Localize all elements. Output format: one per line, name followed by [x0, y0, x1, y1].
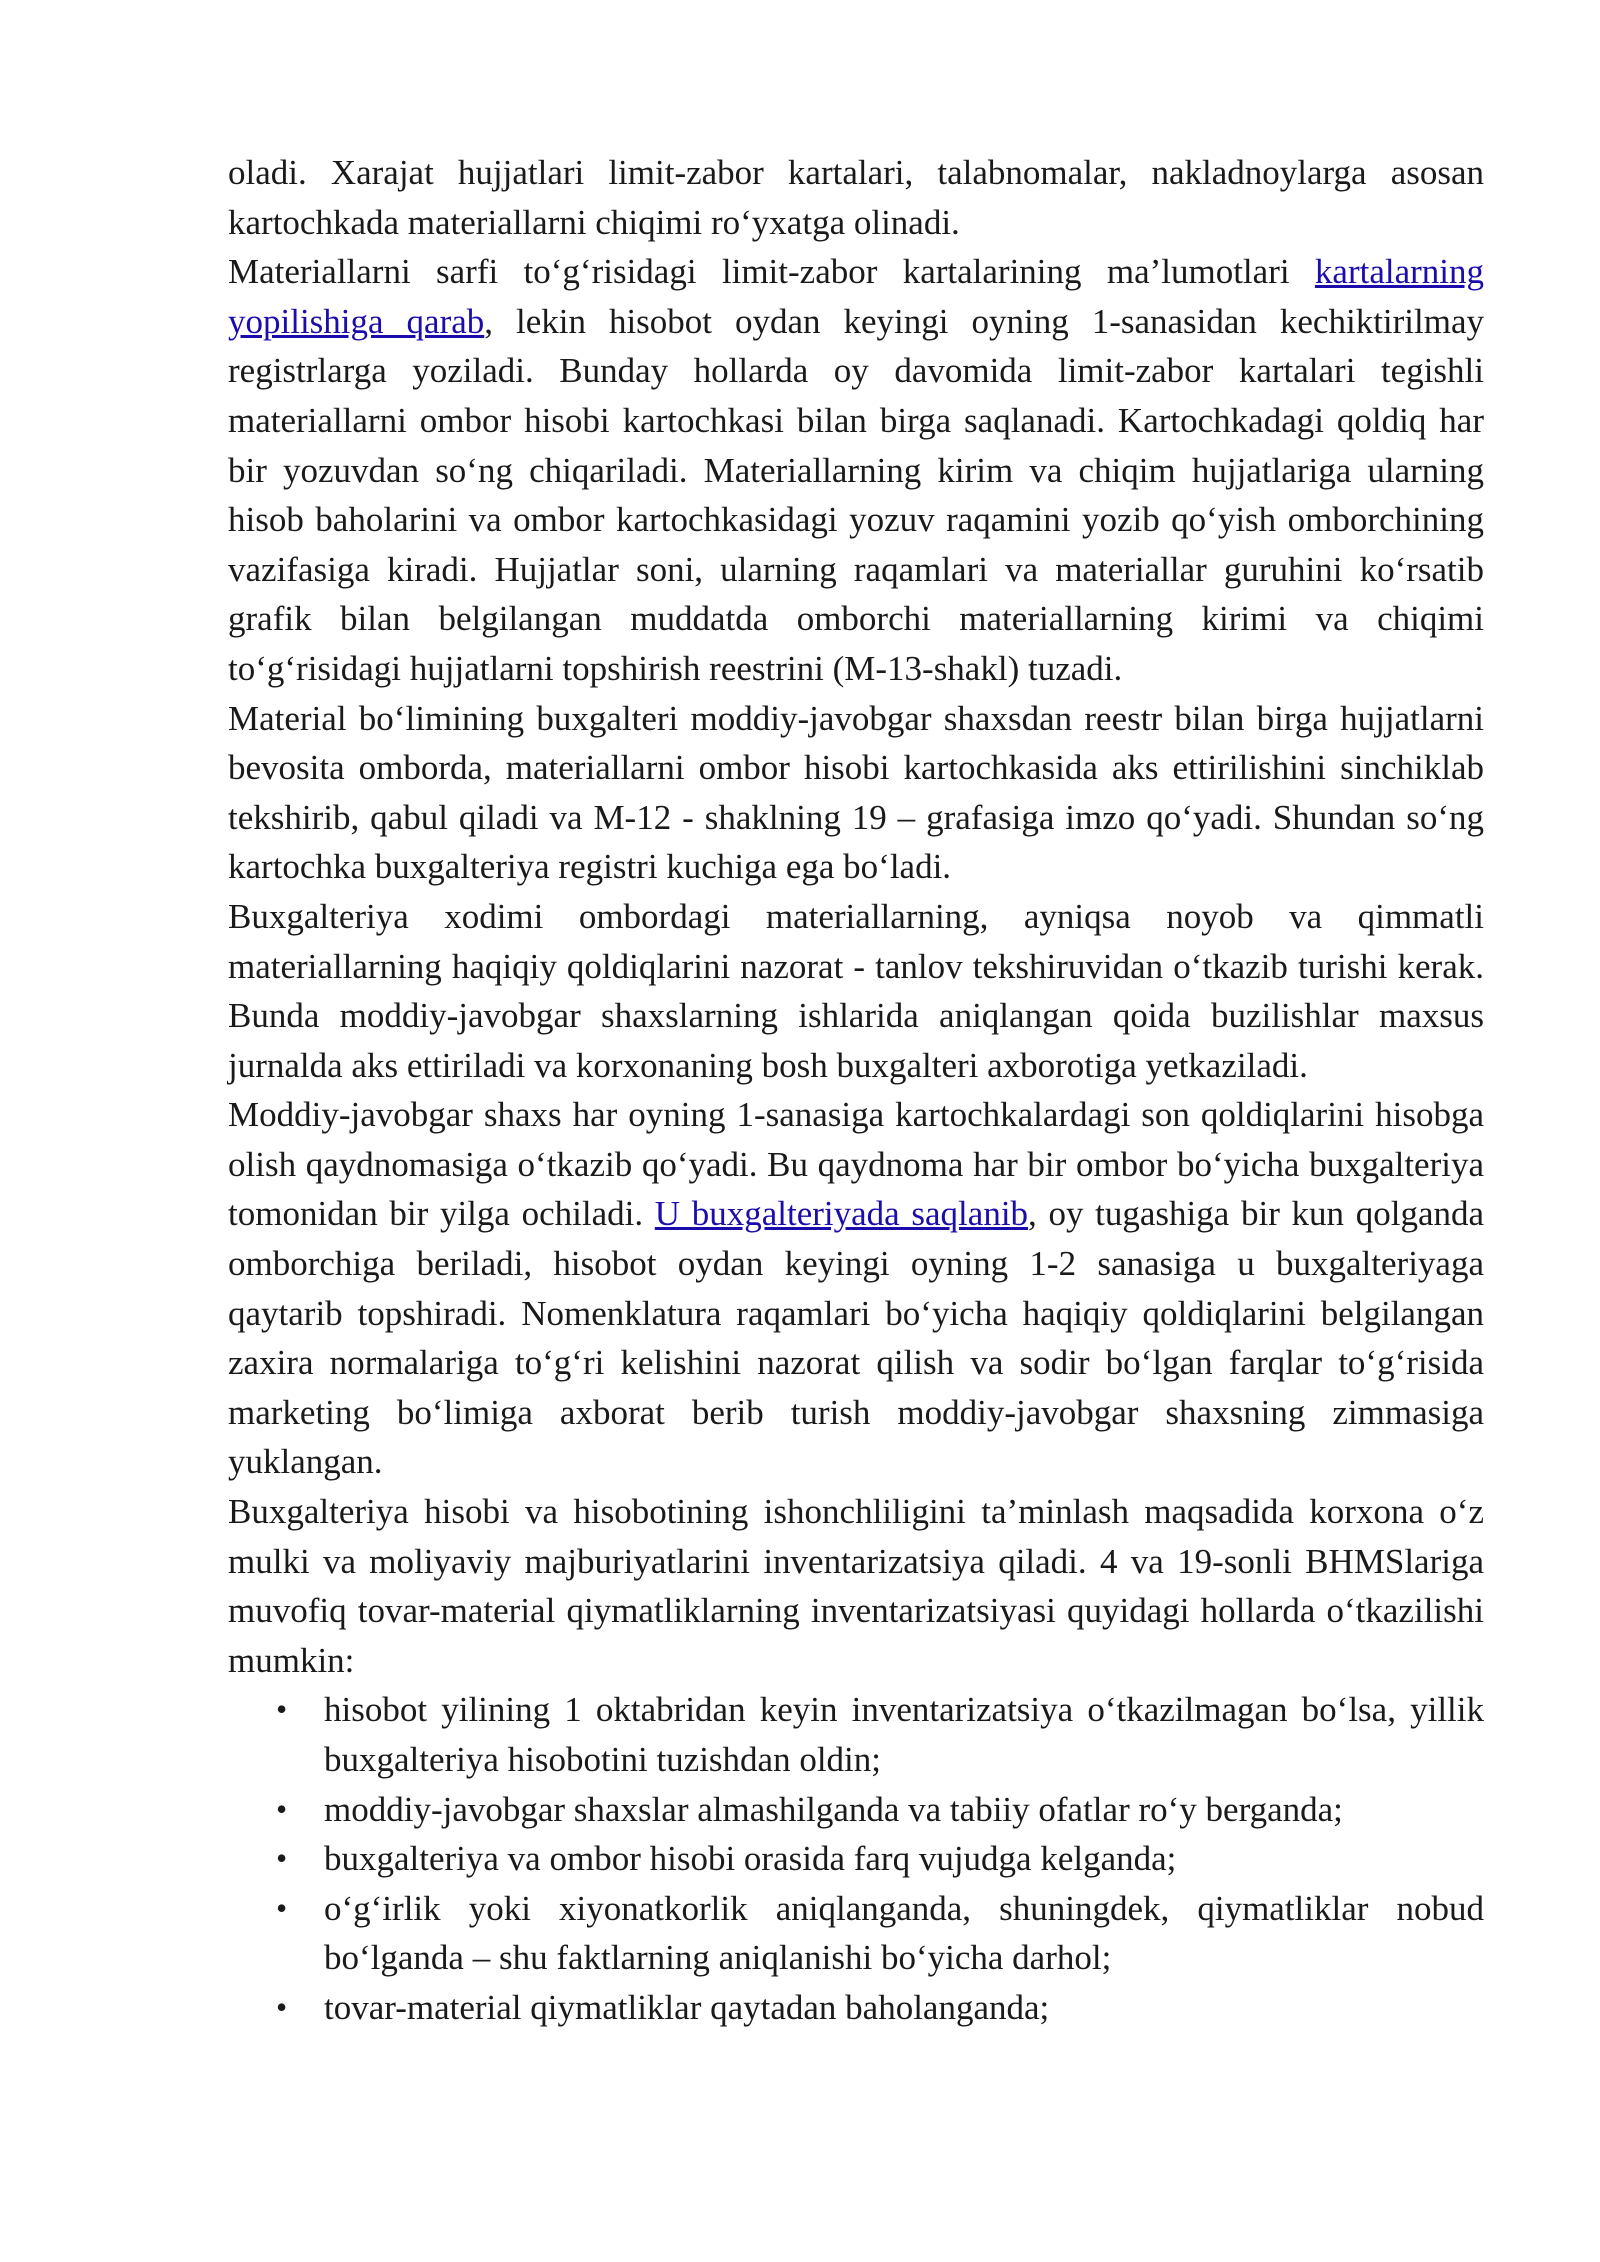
list-item-text: o‘g‘irlik yoki xiyonatkorlik aniqlanganda, shuningdek, qiymatliklar nobud bo‘lganda – shu faktlarning aniqlanishi bo‘yicha darhol; [324, 1888, 1484, 1978]
document-page [228, 148, 1484, 2033]
bullet-icon: • [276, 1790, 288, 1827]
link-u-buxgalteriyada-saqlanib[interactable]: U buxgalteriyada saqlanib [654, 1194, 1029, 1234]
paragraph: oladi. Xarajat hujjatlari limit-zabor kartalari, talabnomalar, nakladnoylarga asosan kartochkada materiallarni chiqimi ro‘yxatga olinadi. [228, 153, 1484, 242]
paragraph [228, 247, 1484, 693]
list-item-text: moddiy-javobgar shaxslar almashilganda va tabiiy ofatlar ro‘y berganda; [324, 1789, 1343, 1829]
list-item-text: tovar-material qiymatliklar qaytadan baholanganda; [324, 1987, 1050, 2027]
list-item [228, 1834, 1484, 1884]
paragraph [228, 1090, 1484, 1487]
bullet-icon: • [276, 1889, 288, 1926]
paragraph: Buxgalteriya xodimi ombordagi materiallarning, ayniqsa noyob va qimmatli materiallarning haqiqiy qoldiqlarini nazorat - tanlov tekshiruvidan o‘tkazib turishi kerak. Bunda moddiy-javobgar shaxslarning ishlarida aniqlangan qoida buzilishlar maxsus jurnalda aks ettiriladi va korxonaning bosh buxgalteri axborotiga yetkaziladi. [228, 896, 1484, 1085]
list-item [228, 1884, 1484, 1983]
paragraph-text: Moddiy-javobgar shaxs har oyning 1-sanasiga kartochkalardagi son qoldiqlarini hisobga olish qaydnomasiga o‘tkazib qo‘yadi. Bu qaydnoma har bir ombor bo‘yicha buxgalteriya tomonidan bir yilga ochiladi. [228, 1095, 1484, 1234]
paragraph-text: Materiallarni sarfi to‘g‘risidagi limit-zabor kartalarining ma’lumotlari [228, 252, 1315, 292]
bullet-icon: • [276, 1988, 288, 2025]
paragraph-text: , lekin hisobot oydan keyingi oyning 1-sanasidan kechiktirilmay registrlarga yoziladi. Bunday hollarda oy davomida limit-zabor kartalari tegishli materiallarni ombor hisobi kartochkasi bilan birga saqlanadi. Kartochkadagi qoldiq har bir yozuvdan so‘ng chiqariladi. Materiallarning kirim va chiqim hujjatlariga ularning hisob baholarini va ombor kartochkasidagi yozuv raqamini yozib qo‘yish omborchining vazifasiga kiradi. Hujjatlar soni, ularning raqamlari va materiallar guruhini ko‘rsatib grafik bilan belgilangan muddatda omborchi materiallarning kirimi va chiqimi to‘g‘risidagi hujjatlarni topshirish reestrini (M-13-shakl) tuzadi. [228, 301, 1485, 688]
bullet-icon: • [276, 1691, 288, 1728]
paragraph: Material bo‘limining buxgalteri moddiy-javobgar shaxsdan reestr bilan birga hujjatlarni bevosita omborda, materiallarni ombor hisobi kartochkasida aks ettirilishini sinchiklab tekshirib, qabul qiladi va M-12 - shaklning 19 – grafasiga imzo qo‘yadi. Shundan so‘ng kartochka buxgalteriya registri kuchiga ega bo‘ladi. [228, 698, 1484, 887]
paragraph: Buxgalteriya hisobi va hisobotining ishonchliligini ta’minlash maqsadida korxona o‘z mulki va moliyaviy majburiyatlarini inventarizatsiya qiladi. 4 va 19-sonli BHMSlariga muvofiq tovar-material qiymatliklarning inventarizatsiyasi quyidagi hollarda o‘tkazilishi mumkin: [228, 1492, 1484, 1680]
list-item [228, 1983, 1484, 2033]
link-kartalarning-yopilishiga-qarab[interactable]: kartalarning yopilishiga qarab [228, 252, 1484, 341]
list-item-text: hisobot yilining 1 oktabridan keyin inventarizatsiya o‘tkazilmagan bo‘lsa, yillik buxgalteriya hisobotini tuzishdan oldin; [324, 1690, 1484, 1779]
paragraph-text: , oy tugashiga bir kun qolganda omborchiga beriladi, hisobot oydan keyingi oyning 1-2 sanasiga u buxgalteriyaga qaytarib topshiradi. Nomenklatura raqamlari bo‘yicha haqiqiy qoldiqlarini belgilangan zaxira normalariga to‘g‘ri kelishini nazorat qilish va sodir bo‘lgan farqlar to‘g‘risida marketing bo‘limiga axborat berib turish moddiy-javobgar shaxsning zimmasiga yuklangan. [228, 1194, 1485, 1482]
list-item-text: buxgalteriya va ombor hisobi orasida farq vujudga kelganda; [324, 1839, 1177, 1879]
list-item [228, 1685, 1484, 1784]
bullet-icon: • [276, 1840, 288, 1877]
list-item [228, 1785, 1484, 1835]
bullet-list [228, 1685, 1484, 2032]
